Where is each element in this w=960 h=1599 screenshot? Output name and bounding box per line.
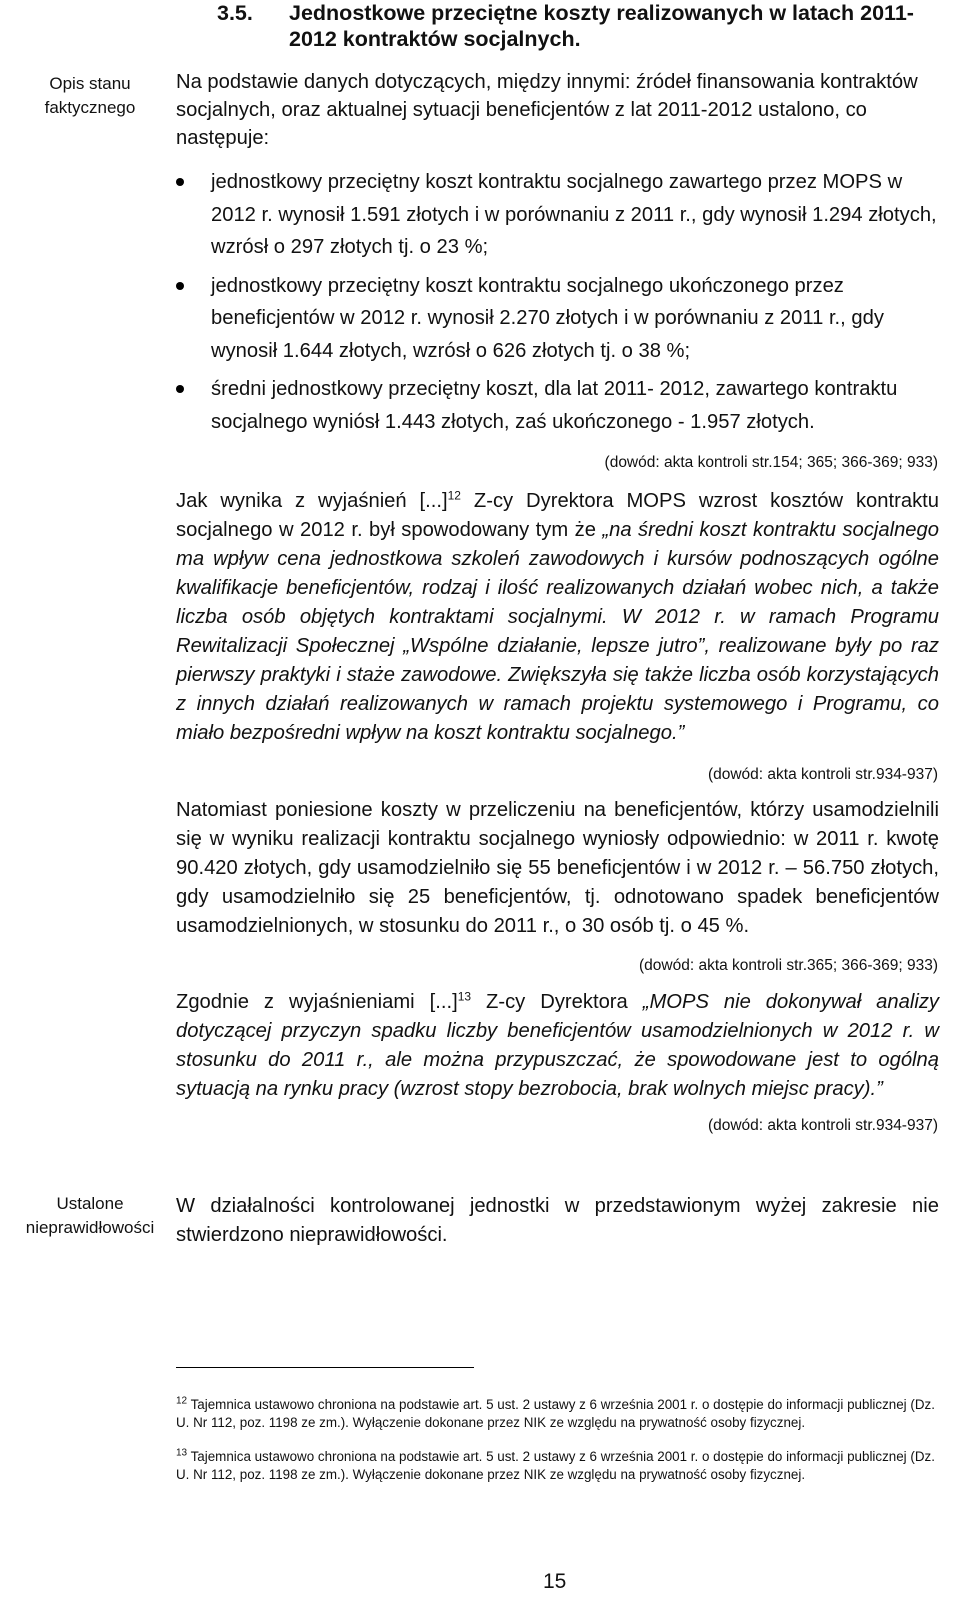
label-state-description: Opis stanu faktycznego: [44, 74, 136, 117]
evidence-note: (dowód: akta kontroli str.934-937): [707, 766, 938, 783]
bullet-list: [176, 166, 939, 444]
footnote: $^{13}$ Tajemnica ustawowo chroniona na podstawie art. 5 ust. 2 ustawy z 6 września 2001 r. o dostępie do informacji publicznej (Dz. U. Nr 112, poz. 1198 ze zm.). Wyłączenie dokonane przez NIK ze względu na prywatność osoby fizycznej.: [176, 1447, 935, 1482]
intro-paragraph: Na podstawie danych dotyczących, między innymi: źródeł finansowania kontraktów socjalnych, oraz aktualnej sytuacji beneficjentów z lat 2011-2012 ustalono, co następuje:: [176, 71, 918, 149]
explanation-paragraph-2: Zgodnie z wyjaśnieniami [...]$^{13}$ Z-cy Dyrektora „MOPS nie dokonywał analizy dotyczącej przyczyn spadku liczby beneficjentów usamodzielnionych w 2012 r. w stosunku do 2011 r., ale można przypuszczać, że spowodowane jest to ogólną sytuacją na rynku pracy (wzrost stopy bezrobocia, brak wolnych miejsc pracy).”: [176, 989, 940, 1100]
quote: „MOPS nie dokonywał analizy dotyczącej przyczyn spadku liczby beneficjentów usamodzielnionych w 2012 r. w stosunku do 2011 r., ale można przypuszczać, że spowodowane jest to ogólną sytuacją na rynku pracy (wzrost stopy bezrobocia, brak wolnych miejsc pracy).”: [176, 991, 940, 1100]
page-number: 15: [543, 1570, 567, 1593]
footnote-ref: 13: [457, 989, 472, 1004]
label-irregularities: Ustalone nieprawidłowości: [25, 1194, 155, 1237]
footnote-divider: [176, 1367, 474, 1368]
section-number: 3.5.: [217, 1, 253, 25]
evidence-note: (dowód: akta kontroli str.365; 366-369; 933): [639, 957, 938, 974]
bullet-icon: [176, 282, 184, 290]
evidence-note: (dowód: akta kontroli str.934-937): [707, 1117, 938, 1134]
footnote-ref: 12: [447, 488, 461, 503]
bullet-icon: [176, 178, 184, 186]
footnote: $^{12}$ Tajemnica ustawowo chroniona na podstawie art. 5 ust. 2 ustawy z 6 września 2001 r. o dostępie do informacji publicznej (Dz. U. Nr 112, poz. 1198 ze zm.). Wyłączenie dokonane przez NIK ze względu na prywatność osoby fizycznej.: [176, 1395, 935, 1430]
evidence-note: (dowód: akta kontroli str.154; 365; 366-369; 933): [604, 454, 938, 471]
section-title: Jednostkowe przeciętne koszty realizowanych w latach 2011-2012 kontraktów socjalnych.: [289, 1, 914, 51]
cost-paragraph: Natomiast poniesione koszty w przeliczeniu na beneficjentów, którzy usamodzielnili się w wyniku realizacji kontraktu socjalnego wyniosły odpowiednio: w 2011 r. kwotę 90.420 złotych, gdy usamodzielniło się 55 beneficjentów i w 2012 r. – 56.750 złotych, gdy usamodzielniło się 25 beneficjentów, tj. odnotowano spadek beneficjentów usamodzielnionych, w stosunku do 2011 r., o 30 osób tj. o 45 %.: [176, 799, 939, 937]
list-item: średni jednostkowy przeciętny koszt, dla lat 2011- 2012, zawartego kontraktu socjalnego wyniósł 1.443 złotych, zaś ukończonego - 1.957 złotych.: [176, 373, 939, 438]
list-item: jednostkowy przeciętny koszt kontraktu socjalnego ukończonego przez beneficjentów w 2012 r. wynosił 2.270 złotych i w porównaniu z 2011 r., gdy wynosił 1.644 złotych, wzrósł o 626 złotych tj. o 38 %;: [176, 270, 939, 368]
irregularities-text: W działalności kontrolowanej jednostki w przedstawionym wyżej zakresie nie stwierdzono nieprawidłowości.: [176, 1195, 939, 1246]
bullet-icon: [176, 385, 184, 393]
quote: „na średni koszt kontraktu socjalnego ma wpływ cena jednostkowa szkoleń zawodowych i kursów podnoszących ogólne kwalifikacje beneficjentów, rodzaj i ilość realizowanych działań wobec nich, a także liczba osób objętych kontraktami socjalnymi. W 2012 r. w ramach Programu Rewitalizacji Społecznej „Wspólne działanie, lepsze jutro”, realizowane były po raz pierwszy praktyki i staże zawodowe. Zwiększyła się także liczba osób korzystających z innych działań realizowanych w ramach projektu systemowego i Programu, co miało bezpośredni wpływ na koszt kontraktu socjalnego.”: [176, 519, 939, 744]
explanation-paragraph-1: Jak wynika z wyjaśnień [...]$^{12}$ Z-cy Dyrektora MOPS wzrost kosztów kontraktu socjalnego w 2012 r. był spowodowany tym że „na średni koszt kontraktu socjalnego ma wpływ cena jednostkowa szkoleń zawodowych i kursów podnoszących ogólne kwalifikacje beneficjentów, rodzaj i ilość realizowanych działań wobec nich, a także liczba osób objętych kontraktami socjalnymi. W 2012 r. w ramach Programu Rewitalizacji Społecznej „Wspólne działanie, lepsze jutro”, realizowane były po raz pierwszy praktyki i staże zawodowe. Zwiększyła się także liczba osób korzystających z innych działań realizowanych w ramach projektu systemowego i Programu, co miało bezpośredni wpływ na koszt kontraktu socjalnego.”: [176, 488, 939, 744]
list-item: jednostkowy przeciętny koszt kontraktu socjalnego zawartego przez MOPS w 2012 r. wynosił 1.591 złotych i w porównaniu z 2011 r., gdy wynosił 1.294 złotych, wzrósł o 297 złotych tj. o 23 %;: [176, 166, 939, 264]
